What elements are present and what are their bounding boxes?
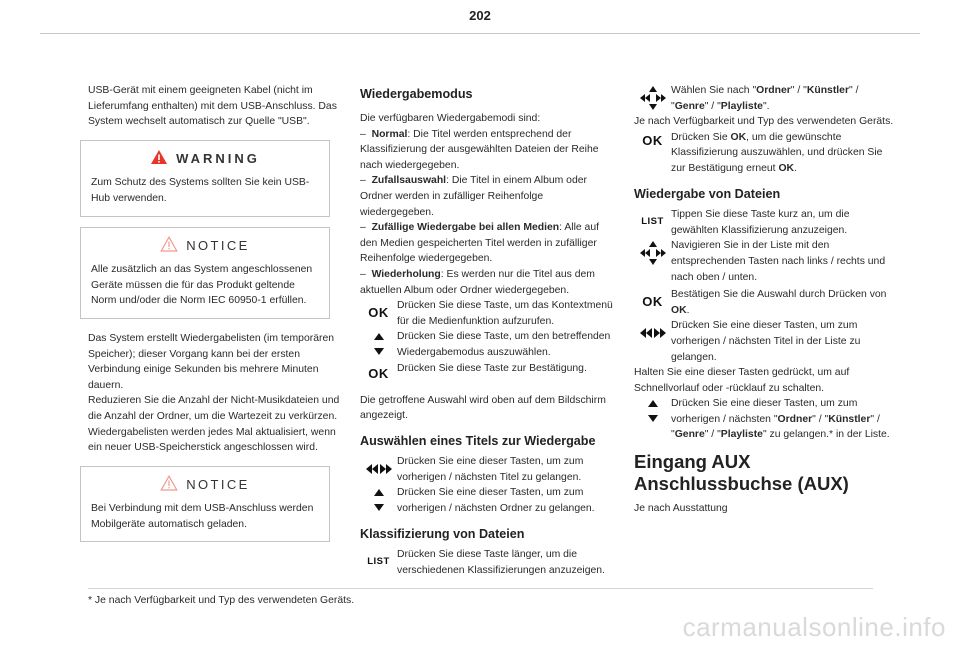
playlist-info-text: Das System erstellt Wiedergabelisten (im temporären Speicher); dieser Vorgang kann bei der ersten Verbindung einige Sekunden bis mehrere Minuten dauern. bbox=[88, 332, 335, 391]
choose-classification bbox=[634, 83, 896, 114]
ok-button-icon bbox=[360, 361, 397, 387]
mode-desc: : Die Titel werden entsprechend der Klassifizierung der ausgewählten Dateien der Reihe nach wiedergegeben. bbox=[360, 128, 599, 171]
left-right-arrows-icon bbox=[634, 318, 671, 348]
list-label: LIST bbox=[367, 556, 390, 568]
left-right-arrows-icon bbox=[360, 454, 397, 484]
footnote: * Je nach Verfügbarkeit und Typ des verwendeten Geräts. bbox=[88, 595, 355, 606]
ok-label: OK bbox=[368, 305, 389, 321]
text-part: . bbox=[794, 162, 797, 174]
list-label: LIST bbox=[641, 216, 664, 228]
notice-box-1 bbox=[80, 227, 330, 319]
text-part: " / " bbox=[812, 413, 829, 425]
text-bold: OK bbox=[778, 162, 795, 174]
column-1 bbox=[88, 83, 343, 542]
heading-aux-input: Eingang AUX Anschlussbuchse (AUX) bbox=[634, 451, 849, 495]
hold-fast-forward-text: Halten Sie eine dieser Tasten gedrückt, um auf Schnellvorlauf oder -rücklauf zu schalten. bbox=[634, 367, 850, 394]
mode-name: Zufallsauswahl bbox=[371, 175, 447, 187]
step-text bbox=[671, 83, 896, 114]
step-text bbox=[671, 130, 896, 177]
ok-button-icon bbox=[634, 287, 671, 317]
mode-random: – Zufallsauswahl: Die Titel in einem Album oder Ordner werden in zufälliger Reihenfolge wiedergegeben. bbox=[360, 175, 587, 218]
text-bold: Ordner bbox=[756, 85, 791, 96]
step-ok-menu bbox=[360, 298, 615, 329]
text-part: Bestätigen Sie die Auswahl durch Drücken von bbox=[671, 289, 887, 301]
text-bold: Künstler bbox=[828, 413, 871, 425]
text-part: Drücken Sie bbox=[671, 131, 731, 143]
navigate-list bbox=[634, 238, 896, 285]
text-part: Drücken Sie eine dieser Tasten, um zum vorherigen / nächsten " bbox=[671, 398, 858, 425]
mode-random-all: – Zufällige Wiedergabe bei allen Medien: Alle auf den Medien gespeicherten Titel werden in zufälliger Reihenfolge wiedergegeben. bbox=[360, 222, 599, 265]
text-part: . bbox=[686, 304, 690, 316]
text-bold: Playliste bbox=[720, 429, 763, 441]
warning-title bbox=[91, 149, 319, 169]
notice-title-text-2: NOTICE bbox=[186, 476, 250, 492]
notice-triangle-icon bbox=[160, 236, 178, 256]
mode-name: Zufällige Wiedergabe bei allen Medien bbox=[371, 222, 560, 234]
notice-box-2 bbox=[80, 466, 330, 543]
text-part: , um die gewünschte Klassifizierung auszuwählen, und drücken Sie zur Bestätigung erneut bbox=[671, 131, 883, 174]
four-way-arrows-icon bbox=[634, 238, 671, 268]
column-2 bbox=[360, 83, 615, 578]
warning-triangle-icon bbox=[150, 149, 168, 169]
heading-select-track: Auswählen eines Titels zur Wiedergabe bbox=[360, 433, 596, 448]
text-part: " / " bbox=[704, 100, 721, 112]
warning-box bbox=[80, 140, 330, 217]
ok-button-icon bbox=[634, 130, 671, 152]
notice-text-2: Bei Verbindung mit dem USB-Anschluss werden Mobilgeräte automatisch geladen. bbox=[91, 503, 314, 530]
notice-title-1 bbox=[91, 236, 319, 256]
mode-desc: : Es werden nur die Titel aus dem aktuellen Album oder Ordner wiedergegeben. bbox=[360, 268, 595, 296]
ok-button-icon bbox=[360, 298, 397, 328]
text-bold: Genre bbox=[674, 100, 705, 112]
watermark: carmanualsonline.info bbox=[682, 612, 946, 642]
text-part: " / " bbox=[704, 429, 721, 441]
up-down-arrows-icon bbox=[360, 485, 397, 515]
heading-playback-mode: Wiedergabemodus bbox=[360, 87, 473, 101]
playlist-tip-text: Reduzieren Sie die Anzahl der Nicht-Musikdateien und die Anzahl der Ordner, um die Wartezeit zu verkürzen. Wiedergabelisten werden jedes Mal aktualisiert, wenn ein neuer USB-Speicherstick angeschlossen wird. bbox=[88, 395, 340, 454]
select-prev-next-folder bbox=[360, 485, 615, 516]
class-list-step bbox=[360, 547, 615, 578]
mode-desc: : Die Titel in einem Album oder Ordner werden in zufälliger Reihenfolge wiedergegeben. bbox=[360, 175, 587, 218]
mode-name: Wiederholung bbox=[371, 268, 441, 280]
step-text: Drücken Sie diese Taste zur Bestätigung. bbox=[397, 362, 587, 374]
aux-availability-text: Je nach Ausstattung bbox=[634, 503, 728, 515]
confirm-selection bbox=[634, 287, 896, 318]
up-down-arrows-icon bbox=[360, 329, 397, 359]
text-bold: Künstler bbox=[806, 85, 849, 96]
text-part: " / " bbox=[671, 85, 859, 112]
prev-next-category bbox=[634, 396, 896, 443]
heading-file-classification: Klassifizierung von Dateien bbox=[360, 526, 525, 541]
text-part: " / " bbox=[671, 413, 880, 441]
step-text: Drücken Sie diese Taste, um den betreffenden Wiedergabemodus auszuwählen. bbox=[397, 331, 611, 358]
step-text bbox=[671, 287, 896, 318]
warning-text: Zum Schutz des Systems sollten Sie kein USB-Hub verwenden. bbox=[91, 177, 310, 204]
ok-label: OK bbox=[642, 132, 663, 148]
step-text bbox=[671, 396, 896, 443]
mode-desc: : Alle auf den Medien gespeicherten Titel werden in zufälliger Reihenfolge wiedergegeben. bbox=[360, 222, 599, 265]
notice-title-text-1: NOTICE bbox=[186, 237, 250, 253]
mode-repeat: – Wiederholung: Es werden nur die Titel aus dem aktuellen Album oder Ordner wiedergegeben. bbox=[360, 268, 595, 296]
step-up-down bbox=[360, 329, 615, 360]
step-text: Drücken Sie eine dieser Tasten, um zum vorherigen / nächsten Ordner zu gelangen. bbox=[397, 487, 595, 515]
mode-intro-text: Die verfügbaren Wiedergabemodi sind: bbox=[360, 113, 541, 124]
step-text: Navigieren Sie in der Liste mit den entsprechenden Tasten nach links / rechts und nach oben / unten. bbox=[671, 240, 886, 283]
text-part: " zu gelangen.* in der Liste. bbox=[762, 429, 890, 441]
step-text: Drücken Sie eine dieser Tasten, um zum vorherigen / nächsten Titel in der Liste zu gelangen. bbox=[671, 320, 861, 363]
mode-normal: – Normal: Die Titel werden entsprechend der Klassifizierung der ausgewählten Dateien der Reihe nach wiedergegeben. bbox=[360, 128, 599, 171]
column-3 bbox=[634, 83, 896, 517]
list-short-press bbox=[634, 207, 896, 238]
usb-intro-text: USB-Gerät mit einem geeigneten Kabel (nicht im Lieferumfang enthalten) mit dem USB-Anschluss. Das System wechselt automatisch zur Quelle "USB". bbox=[88, 85, 337, 128]
step-ok-confirm bbox=[360, 361, 615, 387]
step-text: Drücken Sie eine dieser Tasten, um zum vorherigen / nächsten Titel zu gelangen. bbox=[397, 456, 584, 483]
page-number: 202 bbox=[469, 8, 491, 23]
step-text: Tippen Sie diese Taste kurz an, um die gewählten Klassifizierung anzuzeigen. bbox=[671, 209, 850, 236]
text-bold: OK bbox=[671, 304, 687, 316]
warning-title-text: WARNING bbox=[176, 150, 260, 166]
mode-name: Normal bbox=[371, 128, 408, 140]
ok-label: OK bbox=[368, 365, 389, 381]
text-bold: Playliste bbox=[720, 100, 763, 112]
heading-play-files: Wiedergabe von Dateien bbox=[634, 186, 781, 201]
select-prev-next-track bbox=[360, 454, 615, 485]
notice-triangle-icon bbox=[160, 475, 178, 495]
text-part: Wählen Sie nach " bbox=[671, 85, 757, 96]
notice-text-1: Alle zusätzlich an das System angeschlossenen Geräte müssen die für das Produkt geltende Norm und/oder die Norm IEC 60950-1 erfüllen. bbox=[91, 264, 313, 307]
text-bold: OK bbox=[730, 131, 747, 143]
step-text: Drücken Sie diese Taste, um das Kontextmenü für die Medienfunktion aufzurufen. bbox=[397, 300, 613, 327]
ok-label: OK bbox=[642, 294, 663, 310]
text-bold: Genre bbox=[674, 429, 705, 441]
header-divider bbox=[40, 33, 920, 34]
text-part: " / " bbox=[790, 85, 807, 96]
prev-next-in-list bbox=[634, 318, 896, 365]
device-dependent-text: Je nach Verfügbarkeit und Typ des verwendeten Geräts. bbox=[634, 116, 894, 128]
text-bold: Ordner bbox=[777, 413, 813, 425]
step-text: Drücken Sie diese Taste länger, um die verschiedenen Klassifizierungen anzuzeigen. bbox=[397, 549, 605, 576]
ok-classification-step bbox=[634, 130, 896, 177]
selection-shown-text: Die getroffene Auswahl wird oben auf dem Bildschirm angezeigt. bbox=[360, 394, 606, 422]
four-way-arrows-icon bbox=[634, 83, 671, 113]
notice-title-2 bbox=[91, 475, 319, 495]
list-button-icon bbox=[360, 547, 397, 577]
footnote-divider bbox=[88, 588, 873, 589]
up-down-arrows-icon bbox=[634, 396, 671, 426]
list-button-icon bbox=[634, 207, 671, 237]
text-part: ". bbox=[762, 100, 770, 112]
